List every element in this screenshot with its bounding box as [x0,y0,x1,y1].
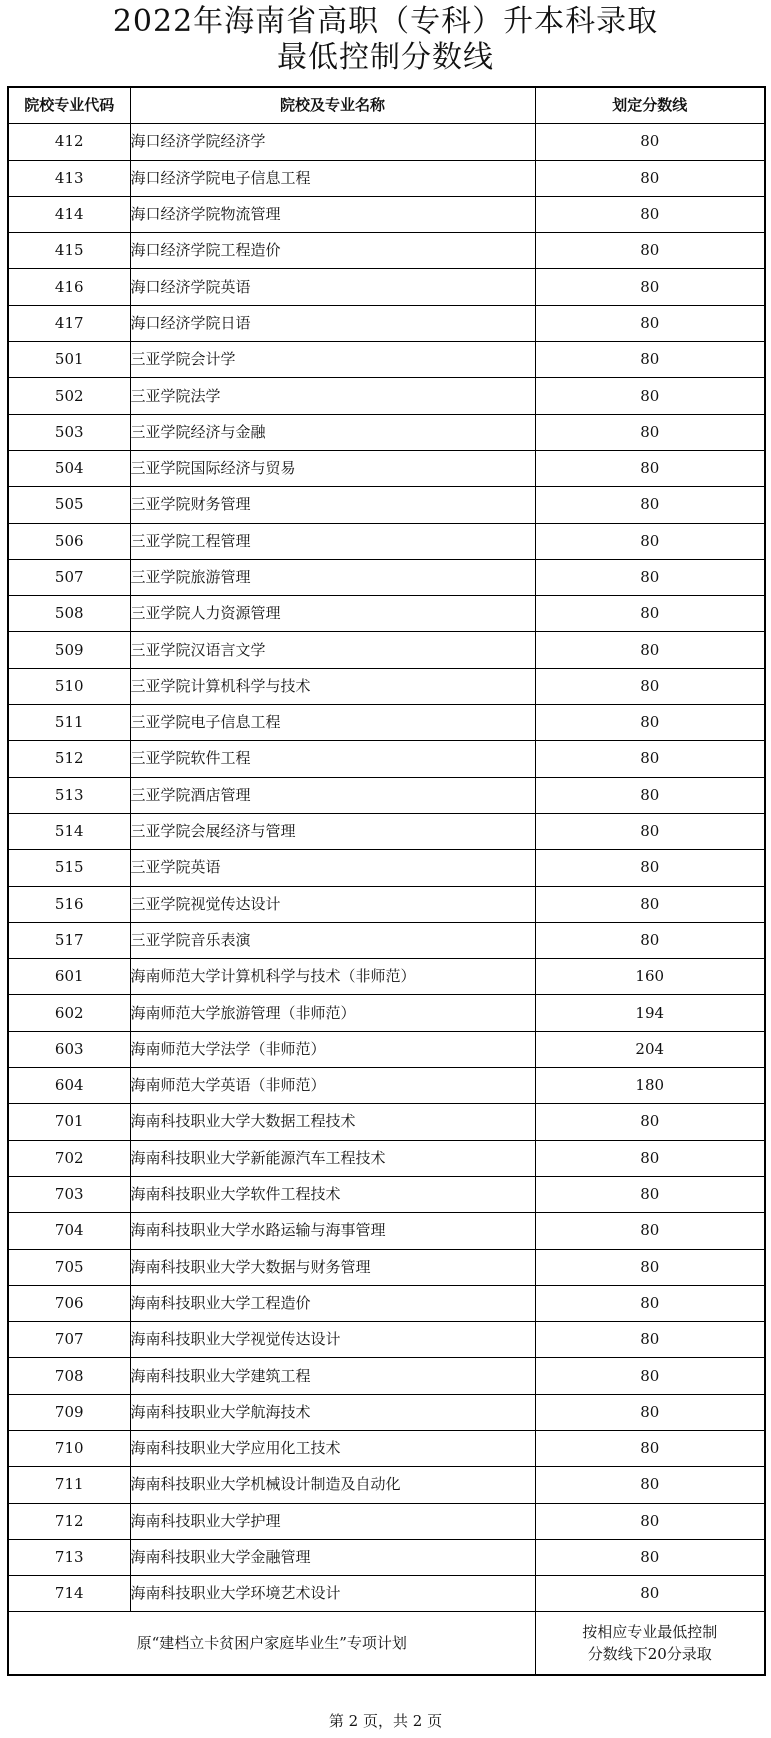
cell-score: 80 [535,705,765,741]
cell-name: 三亚学院工程管理 [130,523,535,559]
table-row [8,850,765,886]
document-title [0,4,771,76]
cell-code: 517 [8,922,130,958]
cell-score: 80 [535,269,765,305]
table-row [8,1539,765,1575]
cell-score: 80 [535,450,765,486]
table-row [8,378,765,414]
table-row [8,196,765,232]
table-row [8,922,765,958]
cell-code: 712 [8,1503,130,1539]
cell-name: 三亚学院旅游管理 [130,559,535,595]
cell-code: 711 [8,1467,130,1503]
table-row [8,1140,765,1176]
table-row [8,995,765,1031]
cell-name: 海南科技职业大学大数据与财务管理 [130,1249,535,1285]
cell-code: 702 [8,1140,130,1176]
cell-name: 海南科技职业大学环境艺术设计 [130,1576,535,1612]
cell-name: 海口经济学院经济学 [130,124,535,160]
cell-score: 80 [535,1104,765,1140]
cell-name: 海南科技职业大学建筑工程 [130,1358,535,1394]
cell-score: 80 [535,1394,765,1430]
header-score: 划定分数线 [535,87,765,124]
table-row [8,813,765,849]
cell-name: 海南科技职业大学工程造价 [130,1285,535,1321]
title-line-1: 2022年海南省高职（专科）升本科录取 [112,4,659,39]
table-row [8,1394,765,1430]
table-row [8,1031,765,1067]
cell-name: 三亚学院国际经济与贸易 [130,450,535,486]
cell-code: 509 [8,632,130,668]
table-row [8,959,765,995]
cell-code: 713 [8,1539,130,1575]
table-row [8,269,765,305]
cell-code: 413 [8,160,130,196]
table-row [8,160,765,196]
cell-score: 80 [535,378,765,414]
table-row [8,414,765,450]
cell-name: 海南科技职业大学水路运输与海事管理 [130,1213,535,1249]
cell-score: 80 [535,1213,765,1249]
cell-name: 三亚学院电子信息工程 [130,705,535,741]
cell-score: 80 [535,1430,765,1466]
cell-name: 三亚学院会计学 [130,342,535,378]
table-row [8,1176,765,1212]
cell-score: 80 [535,1539,765,1575]
table-row [8,1213,765,1249]
cell-code: 602 [8,995,130,1031]
cell-score: 80 [535,1140,765,1176]
cell-score: 80 [535,1576,765,1612]
cell-score: 80 [535,196,765,232]
cell-code: 414 [8,196,130,232]
cell-code: 513 [8,777,130,813]
table-row [8,1467,765,1503]
table-row [8,1285,765,1321]
footer-row [8,1612,765,1676]
table-row [8,233,765,269]
cell-code: 714 [8,1576,130,1612]
cell-name: 海口经济学院电子信息工程 [130,160,535,196]
cell-name: 海口经济学院日语 [130,305,535,341]
footer-rule-line-1: 按相应专业最低控制 [582,1623,718,1642]
cell-score: 80 [535,559,765,595]
cell-name: 三亚学院法学 [130,378,535,414]
cell-score: 80 [535,1249,765,1285]
title-line-2: 最低控制分数线 [277,40,494,75]
table-row [8,305,765,341]
cell-code: 417 [8,305,130,341]
cell-code: 704 [8,1213,130,1249]
cell-score: 80 [535,487,765,523]
cell-score: 80 [535,1503,765,1539]
cell-name: 海口经济学院英语 [130,269,535,305]
table-row [8,596,765,632]
table-row [8,1576,765,1612]
table-row [8,450,765,486]
cell-score: 80 [535,1358,765,1394]
cell-code: 508 [8,596,130,632]
cell-name: 海南科技职业大学机械设计制造及自动化 [130,1467,535,1503]
cell-code: 515 [8,850,130,886]
cell-score: 80 [535,668,765,704]
cell-code: 516 [8,886,130,922]
cell-score: 80 [535,1322,765,1358]
cell-code: 501 [8,342,130,378]
cell-name: 海南科技职业大学金融管理 [130,1539,535,1575]
table-row [8,523,765,559]
cell-score: 80 [535,342,765,378]
cell-name: 三亚学院财务管理 [130,487,535,523]
cell-score: 80 [535,632,765,668]
table-row [8,741,765,777]
table-body [8,124,765,1612]
cell-code: 512 [8,741,130,777]
cell-name: 三亚学院英语 [130,850,535,886]
header-code: 院校专业代码 [8,87,130,124]
cell-score: 80 [535,160,765,196]
cell-score: 80 [535,523,765,559]
cell-name: 三亚学院人力资源管理 [130,596,535,632]
cell-name: 三亚学院音乐表演 [130,922,535,958]
table-row [8,1249,765,1285]
cell-name: 海口经济学院物流管理 [130,196,535,232]
table-row [8,705,765,741]
cell-code: 415 [8,233,130,269]
table-row [8,668,765,704]
cell-score: 80 [535,414,765,450]
cell-code: 511 [8,705,130,741]
cell-name: 海南师范大学英语（非师范） [130,1068,535,1104]
table-row [8,1068,765,1104]
cell-score: 80 [535,850,765,886]
table-row [8,1503,765,1539]
footer-label: 原“建档立卡贫困户家庭毕业生”专项计划 [8,1612,535,1676]
cell-code: 708 [8,1358,130,1394]
cell-code: 412 [8,124,130,160]
cell-score: 80 [535,233,765,269]
table-row [8,342,765,378]
cell-score: 80 [535,305,765,341]
table-header-row [8,87,765,124]
cell-name: 三亚学院视觉传达设计 [130,886,535,922]
cell-name: 三亚学院经济与金融 [130,414,535,450]
cell-name: 海南师范大学法学（非师范） [130,1031,535,1067]
cell-code: 507 [8,559,130,595]
cell-code: 510 [8,668,130,704]
cell-name: 海南科技职业大学新能源汽车工程技术 [130,1140,535,1176]
cell-score: 80 [535,1176,765,1212]
cell-code: 603 [8,1031,130,1067]
cell-code: 505 [8,487,130,523]
cell-name: 海南科技职业大学应用化工技术 [130,1430,535,1466]
page-number: 第 2 页，共 2 页 [328,1712,443,1730]
cell-score: 80 [535,777,765,813]
cell-name: 海南师范大学旅游管理（非师范） [130,995,535,1031]
cell-name: 三亚学院会展经济与管理 [130,813,535,849]
cell-score: 80 [535,886,765,922]
cell-code: 710 [8,1430,130,1466]
cell-score: 194 [535,995,765,1031]
cell-name: 海南师范大学计算机科学与技术（非师范） [130,959,535,995]
cell-code: 709 [8,1394,130,1430]
cell-code: 502 [8,378,130,414]
cell-score: 80 [535,813,765,849]
footer-rule [535,1612,765,1676]
cell-score: 80 [535,1285,765,1321]
cell-name: 三亚学院汉语言文学 [130,632,535,668]
cell-name: 海南科技职业大学航海技术 [130,1394,535,1430]
cell-score: 80 [535,741,765,777]
cell-name: 海口经济学院工程造价 [130,233,535,269]
cell-score: 80 [535,922,765,958]
cell-code: 503 [8,414,130,450]
cell-name: 海南科技职业大学护理 [130,1503,535,1539]
cell-code: 601 [8,959,130,995]
header-name: 院校及专业名称 [130,87,535,124]
table-row [8,1430,765,1466]
cell-code: 701 [8,1104,130,1140]
cell-name: 海南科技职业大学视觉传达设计 [130,1322,535,1358]
table-row [8,559,765,595]
cell-score: 80 [535,124,765,160]
cell-code: 707 [8,1322,130,1358]
cell-name: 三亚学院酒店管理 [130,777,535,813]
cell-score: 80 [535,1467,765,1503]
cell-score: 204 [535,1031,765,1067]
cell-score: 80 [535,596,765,632]
cell-code: 506 [8,523,130,559]
table-row [8,886,765,922]
footer-rule-line-2: 分数线下20分录取 [587,1645,712,1664]
cell-code: 416 [8,269,130,305]
table-row [8,632,765,668]
table-row [8,1358,765,1394]
cell-name: 三亚学院软件工程 [130,741,535,777]
table-row [8,124,765,160]
table-row [8,777,765,813]
cell-code: 604 [8,1068,130,1104]
cell-name: 三亚学院计算机科学与技术 [130,668,535,704]
table-row [8,1104,765,1140]
score-table [7,86,766,1676]
table-row [8,487,765,523]
cell-score: 160 [535,959,765,995]
cell-name: 海南科技职业大学软件工程技术 [130,1176,535,1212]
cell-code: 705 [8,1249,130,1285]
cell-score: 180 [535,1068,765,1104]
cell-code: 703 [8,1176,130,1212]
cell-name: 海南科技职业大学大数据工程技术 [130,1104,535,1140]
cell-code: 504 [8,450,130,486]
cell-code: 514 [8,813,130,849]
table-row [8,1322,765,1358]
cell-code: 706 [8,1285,130,1321]
